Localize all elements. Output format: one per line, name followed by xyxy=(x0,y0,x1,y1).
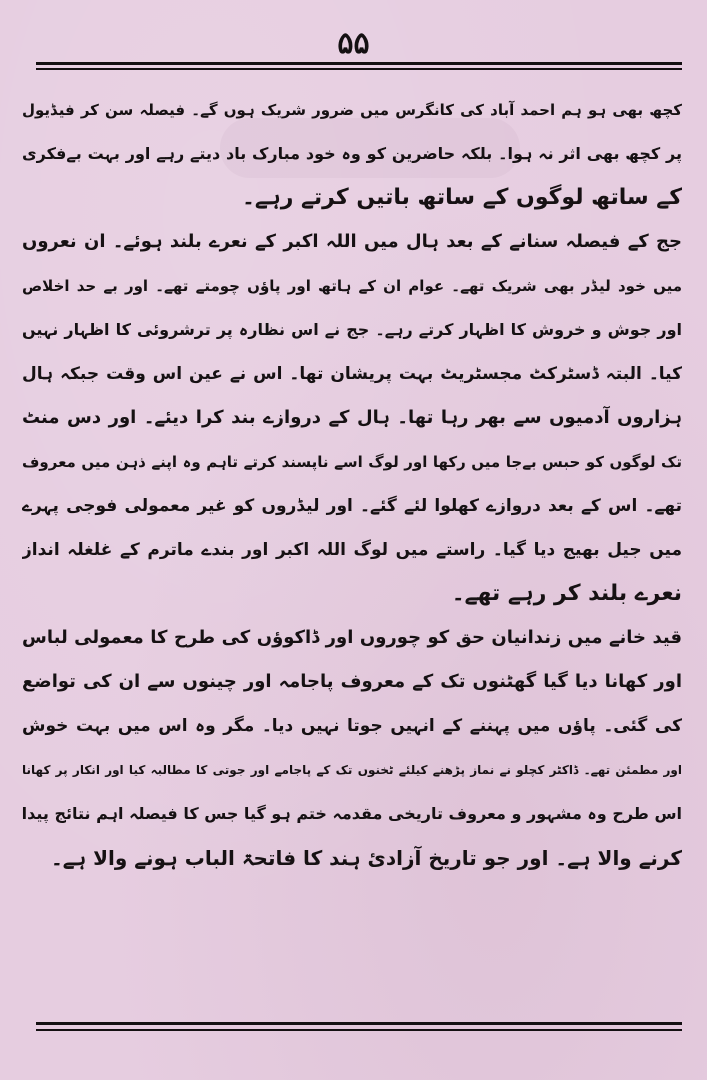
text-line: ہزاروں آدمیوں سے بھر رہا تھا۔ ہال کے دروازے بند کرا دیئے۔ اور دس منٹ xyxy=(22,407,682,428)
text-line: کی گئی۔ پاؤں میں پہننے کے انہیں جوتا نہیں دیا۔ مگر وہ اس میں بہت خوش xyxy=(22,716,682,736)
text-line: قید خانے میں زندانیان حق کو چوروں اور ڈاکوؤں کی طرح کا معمولی لباس xyxy=(22,627,682,648)
bottom-rule-thin xyxy=(36,1029,682,1031)
text-line: پر کچھ بھی اثر نہ ہوا۔ بلکہ حاضرین کو وہ خود مبارک باد دیتے رہے اور بہت بےفکری xyxy=(22,144,682,163)
text-line: نعرے بلند کر رہے تھے۔ xyxy=(451,581,682,606)
text-line: میں خود لیڈر بھی شریک تھے۔ عوام ان کے ہاتھ اور پاؤں چومتے تھے۔ اور بے حد اخلاص xyxy=(22,277,682,295)
text-line: تھے۔ اس کے بعد دروازے کھلوا لئے گئے۔ اور لیڈروں کو غیر معمولی فوجی پہرے xyxy=(22,496,682,516)
text-line: کیا۔ البتہ ڈسٹرکٹ مجسٹریٹ بہت پریشان تھا۔ اس نے عین اس وقت جبکہ ہال xyxy=(22,364,682,384)
text-line: اور کھانا دیا گیا گھٹنوں تک کے معروف پاجامہ اور چینوں سے ان کی تواضع xyxy=(22,671,682,692)
text-line: اور مطمئن تھے۔ ڈاکٹر کچلو نے نماز پڑھنے کیلئے ٹخنوں تک کے پاجامے اور جوتی کا مطالبہ کیا اور انکار پر کھانا xyxy=(22,763,682,777)
body-text xyxy=(22,88,682,1008)
text-line: کے ساتھ لوگوں کے ساتھ باتیں کرتے رہے۔ xyxy=(242,185,682,210)
text-line: اس طرح وہ مشہور و معروف تاریخی مقدمہ ختم ہو گیا جس کا فیصلہ اہم نتائج پیدا xyxy=(22,804,682,823)
text-line: کرنے والا ہے۔ اور جو تاریخ آزادیٔ ہند کا فاتحۃ الباب ہونے والا ہے۔ xyxy=(51,846,682,870)
text-line: تک لوگوں کو حبس بےجا میں رکھا اور لوگ اسے ناپسند کرتے تاہم وہ اپنے ذہن میں معروف xyxy=(22,453,682,471)
bottom-rule-thick xyxy=(36,1022,682,1025)
text-line: اور جوش و خروش کا اظہار کرتے رہے۔ جج نے اس نظارہ پر ترشروئی کا اظہار نہیں xyxy=(22,320,682,339)
text-line: جج کے فیصلہ سنانے کے بعد ہال میں اللہ اکبر کے نعرے بلند ہوئے۔ ان نعروں xyxy=(22,231,682,252)
top-rule-thick xyxy=(36,62,682,65)
page-number: ۵۵ xyxy=(337,26,370,61)
text-line: کچھ بھی ہو ہم احمد آباد کی کانگرس میں ضرور شریک ہوں گے۔ فیصلہ سن کر فیڈیول xyxy=(22,101,682,119)
top-rule-thin xyxy=(36,68,682,70)
text-line: میں جیل بھیج دیا گیا۔ راستے میں لوگ اللہ اکبر اور بندے ماترم کے غلغلہ انداز xyxy=(22,540,682,560)
